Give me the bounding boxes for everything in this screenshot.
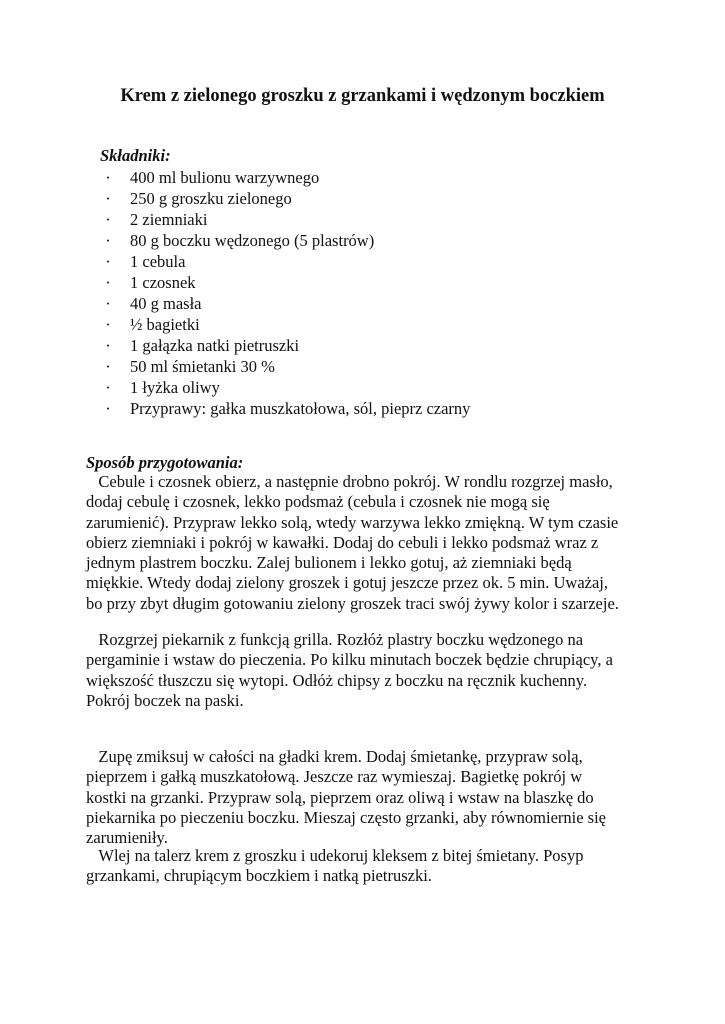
bullet-icon: · [105,357,111,376]
ingredients-list [102,167,470,419]
ingredient-item [102,251,470,272]
paragraph-line: bo przy zbyt długim gotowaniu zielony groszek traci swój żywy kolor i szarzeje. [86,593,619,613]
method-paragraph-2 [86,630,656,711]
paragraph-line: miękkie. Wtedy dodaj zielony groszek i gotuj jeszcze przez ok. 5 min. Uważaj, [86,573,609,593]
bullet-icon: · [105,189,111,208]
ingredient-text: 1 gałązka natki pietruszki [130,336,300,355]
paragraph-line: kostki na grzanki. Przypraw solą, pieprzem oraz oliwą i wstaw na blaszkę do [86,787,594,807]
ingredient-text: 50 ml śmietanki 30 % [130,357,275,376]
ingredient-item [102,377,470,398]
ingredient-text: 2 ziemniaki [130,210,208,229]
ingredient-item [102,314,470,335]
ingredient-text: 40 g masła [130,294,202,313]
ingredient-text: 80 g boczku wędzonego (5 plastrów) [130,231,375,250]
bullet-icon: · [105,231,111,250]
method-paragraph-1 [86,472,656,614]
bullet-icon: · [105,210,111,229]
ingredient-item [102,356,470,377]
paragraph-line: Wlej na talerz krem z groszku i udekoruj kleksem z bitej śmietany. Posyp [86,846,584,865]
paragraph-line: większość tłuszczu się wytopi. Odłóż chipsy z boczku na ręcznik kuchenny. [86,670,588,690]
ingredient-item [102,293,470,314]
paragraph-line: piekarnika po pieczeniu boczku. Mieszaj często grzanki, aby równomiernie się [86,807,607,827]
ingredient-text: 1 czosnek [130,273,196,292]
bullet-icon: · [105,336,111,355]
paragraph-line: Zupę zmiksuj w całości na gładki krem. Dodaj śmietankę, przypraw solą, [86,747,583,766]
paragraph-line: pieprzem i gałką muszkatołową. Jeszcze raz wymieszaj. Bagietkę pokrój w [86,767,583,787]
bullet-icon: · [105,252,111,271]
recipe-title: Krem z zielonego groszku z grzankami i wędzonym boczkiem [120,86,605,106]
bullet-icon: · [105,399,111,418]
ingredient-text: Przyprawy: gałka muszkatołowa, sól, pieprz czarny [130,399,471,418]
paragraph-line: Pokrój boczek na paski. [86,690,244,710]
paragraph-line: Cebule i czosnek obierz, a następnie drobno pokrój. W rondlu rozgrzej masło, [86,472,613,491]
method-paragraph-3 [86,747,656,848]
ingredient-text: 250 g groszku zielonego [130,189,292,208]
ingredient-item [102,167,470,188]
paragraph-line: Rozgrzej piekarnik z funkcją grilla. Rozłóż plastry boczku wędzonego na [86,630,584,649]
bullet-icon: · [105,378,111,397]
bullet-icon: · [105,273,111,292]
ingredient-text: ½ bagietki [130,315,200,334]
paragraph-line: jednym plastrem boczku. Zalej bulionem i lekko gotuj, aż ziemniaki będą [86,553,572,573]
ingredient-item [102,209,470,230]
paragraph-line: grzankami, chrupiącym boczkiem i natką pietruszki. [86,866,432,886]
paragraph-line: zarumieniły. [86,828,168,848]
method-paragraph-4 [86,846,656,887]
ingredient-text: 400 ml bulionu warzywnego [130,168,320,187]
bullet-icon: · [105,315,111,334]
ingredient-item [102,188,470,209]
paragraph-line: zarumienić). Przypraw lekko solą, wtedy warzywa lekko zmiękną. W tym czasie [86,512,619,532]
ingredient-item [102,398,470,419]
ingredient-item [102,272,470,293]
paragraph-line: dodaj cebulę i czosnek, lekko podsmaż (cebula i czosnek nie mogą się [86,492,550,512]
bullet-icon: · [105,294,111,313]
ingredients-heading: Składniki: [100,146,171,165]
method-heading: Sposób przygotowania: [86,453,244,472]
ingredient-text: 1 cebula [130,252,186,271]
ingredient-text: 1 łyżka oliwy [130,378,220,397]
bullet-icon: · [105,168,111,187]
paragraph-line: pergaminie i wstaw do pieczenia. Po kilku minutach boczek będzie chrupiący, a [86,650,613,670]
ingredient-item [102,335,470,356]
ingredient-item [102,230,470,251]
paragraph-line: obierz ziemniaki i pokrój w kawałki. Dodaj do cebuli i lekko podsmaż wraz z [86,532,599,552]
